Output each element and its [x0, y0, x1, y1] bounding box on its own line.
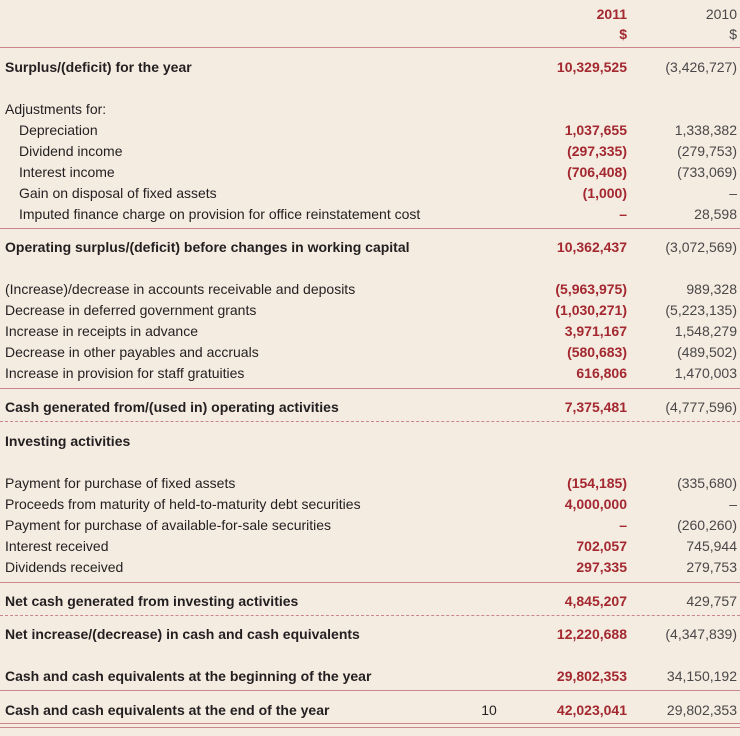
value-2010: 1,338,382	[674, 122, 737, 138]
value-2010: (4,347,839)	[665, 626, 737, 642]
value-2011: 3,971,167	[564, 323, 627, 339]
row-label: Depreciation	[19, 122, 98, 138]
value-2011: 616,806	[576, 365, 627, 381]
value-2010: (489,502)	[677, 344, 737, 360]
table-row	[0, 57, 740, 78]
value-2010: 429,757	[686, 593, 737, 609]
value-2010: (279,753)	[677, 143, 737, 159]
row-label: Net increase/(decrease) in cash and cash equivalents	[5, 626, 360, 642]
total-double-rule-bottom	[0, 727, 740, 728]
row-label: Cash and cash equivalents at the beginning of the year	[5, 668, 372, 684]
header-currency-2010: $	[729, 26, 737, 42]
row-label: Dividend income	[19, 143, 123, 159]
row-label: Surplus/(deficit) for the year	[5, 59, 192, 75]
header-year-2011: 2011	[596, 6, 627, 22]
value-2010: 1,470,003	[674, 365, 737, 381]
table-row	[0, 300, 740, 321]
section-rule-dashed	[0, 421, 740, 422]
table-row	[0, 183, 740, 204]
value-2010: (733,069)	[677, 164, 737, 180]
value-2010: –	[729, 496, 737, 512]
row-label: Increase in receipts in advance	[5, 323, 198, 339]
row-label: Adjustments for:	[5, 101, 107, 117]
section-rule	[0, 388, 740, 389]
header-currency-2011: $	[619, 26, 627, 42]
value-2010: 1,548,279	[674, 323, 737, 339]
table-row	[0, 141, 740, 162]
value-2011: 4,000,000	[564, 496, 627, 512]
row-label: Operating surplus/(deficit) before changes in working capital	[5, 239, 410, 255]
table-row	[0, 473, 740, 494]
table-row	[0, 204, 740, 225]
row-label: Payment for purchase of available-for-sale securities	[5, 517, 332, 533]
value-2010: 29,802,353	[666, 702, 737, 718]
table-row	[0, 666, 740, 687]
section-rule	[0, 690, 740, 691]
value-2011: 4,845,207	[564, 593, 627, 609]
value-2011: 297,335	[576, 559, 627, 575]
value-2011: 10,329,525	[556, 59, 627, 75]
total-double-rule-top	[0, 723, 740, 724]
table-row	[0, 342, 740, 363]
value-2011: –	[619, 517, 627, 533]
table-row	[0, 120, 740, 141]
table-row	[0, 536, 740, 557]
table-row	[0, 99, 740, 120]
table-row	[0, 557, 740, 578]
value-2011: 29,802,353	[556, 668, 627, 684]
value-2011: 10,362,437	[556, 239, 627, 255]
table-row	[0, 279, 740, 300]
header-rule	[0, 47, 740, 48]
row-label: Interest received	[5, 538, 109, 554]
value-2011: (297,335)	[567, 143, 627, 159]
row-label: Decrease in deferred government grants	[5, 302, 257, 318]
value-2011: 1,037,655	[564, 122, 627, 138]
row-label: Cash and cash equivalents at the end of the year	[5, 702, 330, 718]
table-row	[0, 591, 740, 612]
value-2010: (3,072,569)	[665, 239, 737, 255]
value-2010: (3,426,727)	[665, 59, 737, 75]
row-label: Net cash generated from investing activities	[5, 593, 299, 609]
row-label: (Increase)/decrease in accounts receivable and deposits	[5, 281, 356, 297]
value-2011: 42,023,041	[556, 702, 627, 718]
value-2010: 745,944	[686, 538, 737, 554]
value-2010: (4,777,596)	[665, 399, 737, 415]
table-row	[0, 237, 740, 258]
table-row	[0, 321, 740, 342]
section-heading: Investing activities	[5, 433, 131, 449]
value-2011: (1,000)	[582, 185, 627, 201]
table-row	[0, 494, 740, 515]
value-2011: (1,030,271)	[555, 302, 627, 318]
row-label: Imputed finance charge on provision for office reinstatement cost	[19, 206, 421, 222]
section-rule-dashed	[0, 615, 740, 616]
row-label: Cash generated from/(used in) operating activities	[5, 399, 339, 415]
value-2011: 12,220,688	[556, 626, 627, 642]
table-row	[0, 363, 740, 384]
value-2011: (5,963,975)	[555, 281, 627, 297]
row-label: Interest income	[19, 164, 115, 180]
row-label: Gain on disposal of fixed assets	[19, 185, 217, 201]
row-label: Payment for purchase of fixed assets	[5, 475, 236, 491]
row-label: Increase in provision for staff gratuities	[5, 365, 245, 381]
table-row	[0, 624, 740, 645]
row-label: Dividends received	[5, 559, 124, 575]
value-2010: 989,328	[686, 281, 737, 297]
value-2010: 279,753	[686, 559, 737, 575]
value-2010: 28,598	[694, 206, 737, 222]
value-2011: (154,185)	[567, 475, 627, 491]
value-2010: (260,260)	[677, 517, 737, 533]
value-2010: (5,223,135)	[665, 302, 737, 318]
table-row	[0, 431, 740, 452]
value-2011: 7,375,481	[564, 399, 627, 415]
value-2010: –	[729, 185, 737, 201]
value-2010: (335,680)	[677, 475, 737, 491]
value-2011: (580,683)	[567, 344, 627, 360]
header-year-2010: 2010	[705, 6, 737, 22]
table-row	[0, 162, 740, 183]
value-2011: (706,408)	[567, 164, 627, 180]
note-reference: 10	[481, 702, 497, 718]
value-2011: –	[619, 206, 627, 222]
value-2011: 702,057	[576, 538, 627, 554]
value-2010: 34,150,192	[666, 668, 737, 684]
table-row	[0, 397, 740, 418]
row-label: Proceeds from maturity of held-to-maturity debt securities	[5, 496, 361, 512]
section-rule	[0, 582, 740, 583]
table-row	[0, 700, 740, 721]
section-rule	[0, 228, 740, 229]
table-row	[0, 515, 740, 536]
row-label: Decrease in other payables and accruals	[5, 344, 259, 360]
